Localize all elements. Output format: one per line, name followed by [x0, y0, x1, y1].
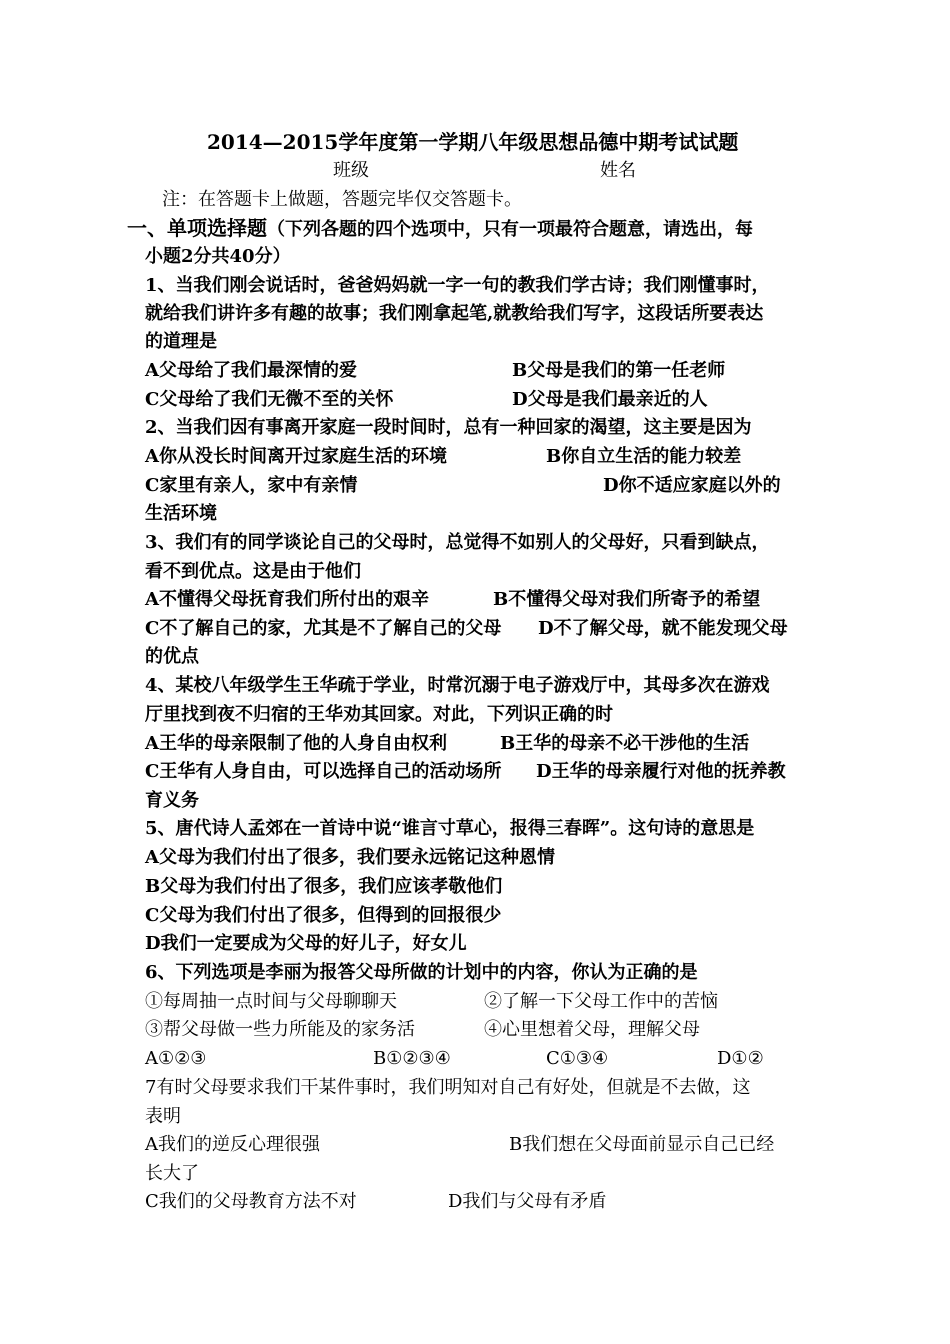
- q1-option-a: A父母给了我们最深情的爱: [145, 360, 357, 381]
- q7-option-a: A我们的逆反心理很强: [145, 1134, 320, 1155]
- q6-option-d: D①②: [717, 1048, 764, 1069]
- section-1-heading: [127, 214, 753, 242]
- q5-option-b: B父母为我们付出了很多，我们应该孝敬他们: [145, 876, 503, 897]
- q2-stem: 2、当我们因有事离开家庭一段时间时，总有一种回家的渴望，这主要是因为: [145, 417, 752, 438]
- q4-stem-line1: 4、某校八年级学生王华疏于学业，时常沉溺于电子游戏厅中，其母多次在游戏: [145, 675, 770, 696]
- q2-option-d: D你不适应家庭以外的: [603, 475, 781, 496]
- q1-option-b: B父母是我们的第一任老师: [512, 360, 726, 381]
- q6-item-2: ②了解一下父母工作中的苦恼: [484, 991, 718, 1012]
- name-label: 姓名: [600, 160, 636, 181]
- section-1-instruction-cont: 小题2分共40分）: [145, 246, 291, 267]
- q6-option-b: B①②③④: [373, 1048, 451, 1069]
- q5-option-c: C父母为我们付出了很多，但得到的回报很少: [145, 905, 502, 926]
- q1-stem-line3: 的道理是: [145, 331, 217, 352]
- q6-item-1: ①每周抽一点时间与父母聊聊天: [145, 991, 397, 1012]
- q4-option-c: C王华有人身自由，可以选择自己的活动场所: [145, 761, 502, 782]
- q7-option-b: B我们想在父母面前显示自己已经: [509, 1134, 775, 1155]
- q3-option-b: B不懂得父母对我们所寄予的希望: [493, 589, 761, 610]
- q6-item-4: ④心里想着父母，理解父母: [484, 1019, 700, 1040]
- q4-option-b: B王华的母亲不必干涉他的生活: [500, 733, 750, 754]
- q3-option-d: D不了解父母，就不能发现父母: [538, 618, 788, 639]
- q1-stem-line1: 1、当我们刚会说话时，爸爸妈妈就一字一句的教我们学古诗；我们刚懂事时，: [145, 275, 770, 296]
- section-1-title: 一、单项选择题: [127, 216, 267, 240]
- q6-option-a: A①②③: [145, 1048, 207, 1069]
- q1-option-c: C父母给了我们无微不至的关怀: [145, 389, 394, 410]
- q4-option-d: D王华的母亲履行对他的抚养教: [536, 761, 786, 782]
- q2-option-b: B你自立生活的能力较差: [546, 446, 742, 467]
- exam-title: 2014—2015学年度第一学期八年级思想品德中期考试试题: [207, 130, 739, 154]
- q7-option-d: D我们与父母有矛盾: [448, 1191, 607, 1212]
- class-label: 班级: [333, 160, 369, 181]
- q4-option-a: A王华的母亲限制了他的人身自由权利: [145, 733, 447, 754]
- q4-option-d-cont: 育义务: [145, 790, 199, 811]
- q3-stem-line1: 3、我们有的同学谈论自己的父母时，总觉得不如别人的父母好，只看到缺点，: [145, 532, 770, 553]
- q6-stem: 6、下列选项是李丽为报答父母所做的计划中的内容，你认为正确的是: [145, 962, 698, 983]
- q1-option-d: D父母是我们最亲近的人: [512, 389, 708, 410]
- q3-stem-line2: 看不到优点。这是由于他们: [145, 561, 361, 582]
- q2-option-c: C家里有亲人，家中有亲情: [145, 475, 358, 496]
- q1-stem-line2: 就给我们讲许多有趣的故事；我们刚拿起笔,就教给我们写字，这段话所要表达: [145, 303, 764, 324]
- q3-option-a: A不懂得父母抚育我们所付出的艰辛: [145, 589, 429, 610]
- q5-stem: 5、唐代诗人孟郊在一首诗中说“谁言寸草心，报得三春晖”。这句诗的意思是: [145, 818, 755, 839]
- q3-option-c: C不了解自己的家，尤其是不了解自己的父母: [145, 618, 502, 639]
- q2-option-d-cont: 生活环境: [145, 503, 217, 524]
- q7-stem-line1: 7有时父母要求我们干某件事时，我们明知对自己有好处，但就是不去做，这: [145, 1077, 751, 1098]
- q7-option-b-cont: 长大了: [145, 1163, 199, 1184]
- q5-option-a: A父母为我们付出了很多，我们要永远铭记这种恩情: [145, 847, 555, 868]
- section-1-instruction: （下列各题的四个选项中，只有一项最符合题意，请选出，每: [267, 219, 753, 240]
- q6-item-3: ③帮父母做一些力所能及的家务活: [145, 1019, 415, 1040]
- q3-option-d-cont: 的优点: [145, 646, 199, 667]
- q4-stem-line2: 厅里找到夜不归宿的王华劝其回家。对此，下列识正确的时: [145, 704, 613, 725]
- q6-option-c: C①③④: [546, 1048, 609, 1069]
- q2-option-a: A你从没长时间离开过家庭生活的环境: [145, 446, 447, 467]
- q5-option-d: D我们一定要成为父母的好儿子，好女儿: [145, 933, 467, 954]
- exam-note: 注：在答题卡上做题，答题完毕仅交答题卡。: [162, 189, 522, 210]
- q7-stem-line2: 表明: [145, 1106, 181, 1127]
- q7-option-c: C我们的父母教育方法不对: [145, 1191, 357, 1212]
